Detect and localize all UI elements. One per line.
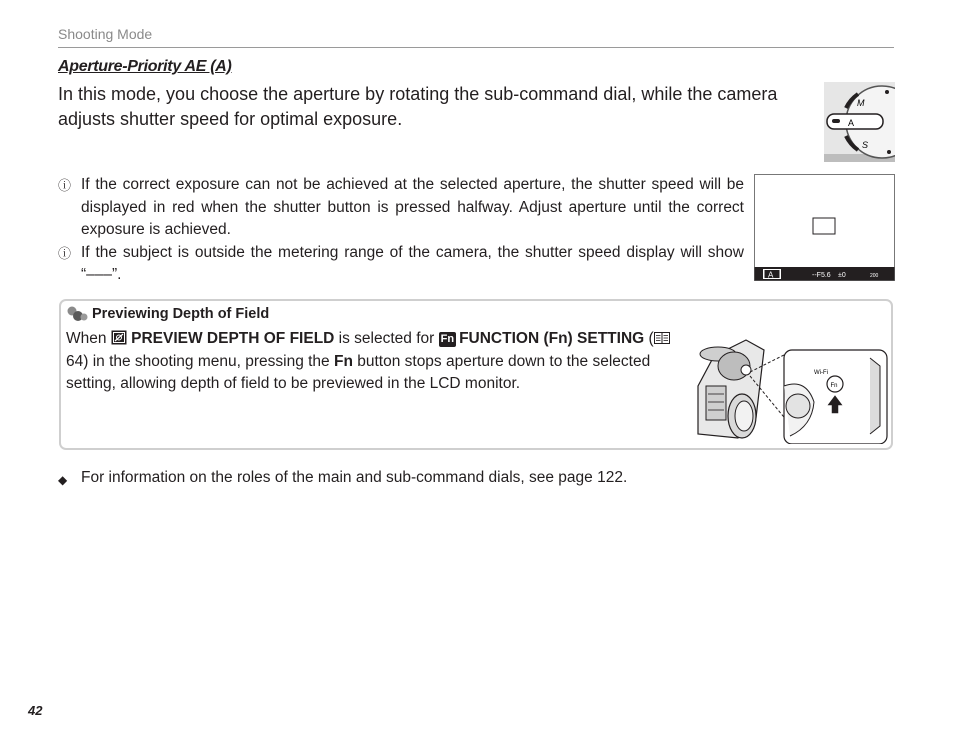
lcd-mode: A (768, 270, 774, 280)
list-item (58, 242, 744, 287)
tip-text: When (66, 330, 107, 347)
page-title: Aperture-Priority AE (A) (58, 58, 232, 75)
lcd-readout: --F5.6 (812, 272, 831, 279)
setting-name: FUNCTION (Fn) SETTING (459, 330, 645, 347)
reference-text: For information on the roles of the main and sub-command dials, see page 122. (81, 469, 628, 486)
tip-title-text: Previewing Depth of Field (92, 306, 270, 322)
tip-text: is selected for (338, 330, 435, 347)
lcd-iso: 200 (870, 273, 879, 279)
preview-dof-icon (111, 330, 127, 345)
note-text: If the subject is outside the metering range of the camera, the shutter speed display will show “–––”. (81, 243, 744, 283)
wifi-label: Wi-Fi (814, 370, 828, 376)
option-name: PREVIEW DEPTH OF FIELD (131, 330, 335, 347)
page-number: 42 (28, 703, 43, 718)
reference-note (58, 467, 838, 491)
tip-icon (66, 306, 88, 322)
dial-letter-m: M (857, 98, 865, 108)
tip-text: button stops aperture down to the selected setting, allowing depth of field to be previewed in the LCD monitor. (66, 352, 651, 392)
note-text: If the correct exposure can not be achieved at the selected aperture, the shutter speed will be displayed in red when the shutter button is pressed halfway. Adjust aperture until the correct exposure is achieved. (81, 176, 744, 238)
intro-paragraph: In this mode, you choose the aperture by rotating the sub-command dial, while the camera adjusts shutter speed for optimal exposure. (58, 84, 778, 129)
tip-text: 64) in the shooting menu, pressing the (66, 352, 330, 370)
tip-title (66, 306, 269, 322)
fn-badge-icon: Fn (440, 333, 455, 345)
dial-mode-label: A (848, 118, 855, 128)
header-divider (58, 47, 894, 48)
caution-icon: ⓘ (58, 245, 72, 261)
caution-icon: ⓘ (58, 178, 72, 193)
lcd-exposure: ±0 (838, 272, 846, 279)
book-icon (654, 332, 670, 344)
tip-body (66, 328, 686, 396)
fn-label: Fn (830, 383, 838, 389)
dial-letter-s: S (862, 140, 869, 150)
fn-button-label: Fn (333, 352, 353, 370)
note-icon: ◆ (58, 473, 68, 487)
caution-notes (58, 174, 744, 287)
list-item (58, 174, 744, 242)
mode-dial-illustration (824, 82, 895, 162)
camera-illustration (694, 326, 890, 444)
tip-text: ( (648, 330, 654, 347)
section-header: Shooting Mode (58, 26, 153, 42)
lcd-display-illustration (754, 174, 895, 281)
